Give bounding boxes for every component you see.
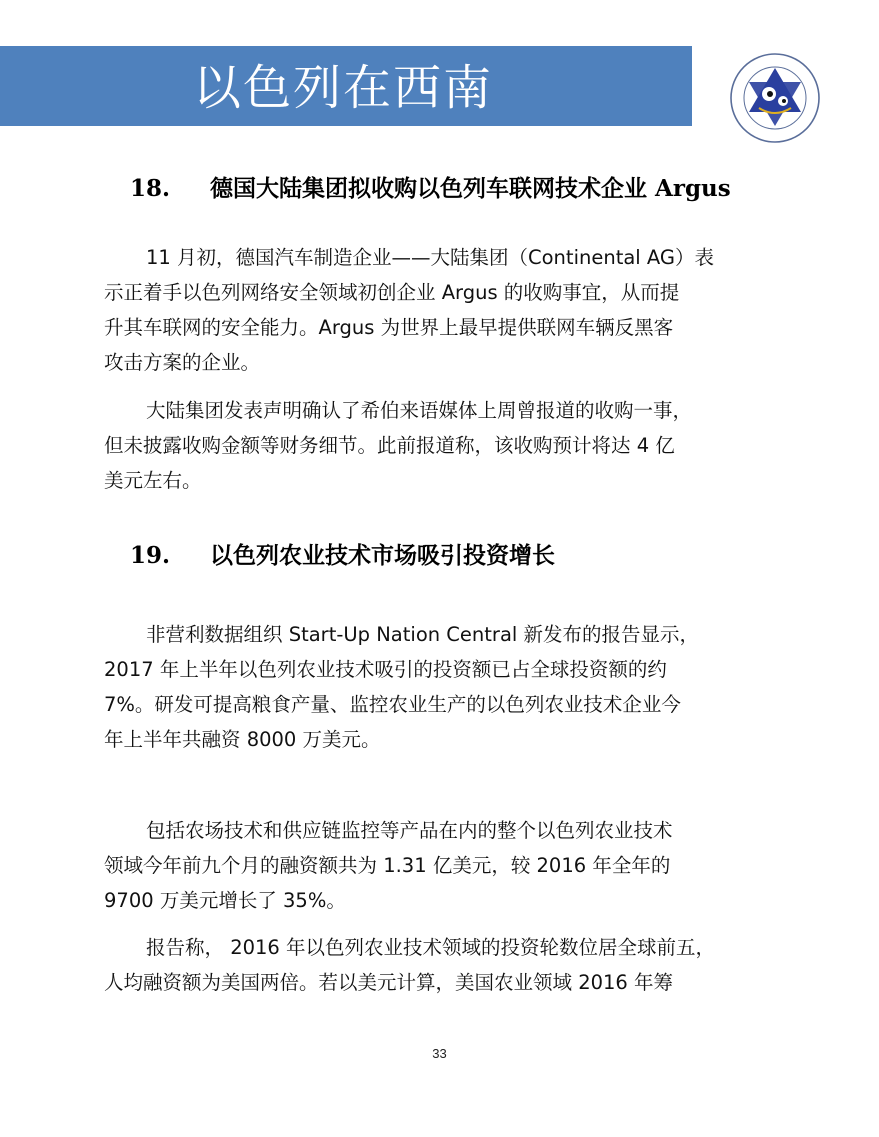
section-title: 德国大陆集团拟收购以色列车联网技术企业 Argus: [210, 175, 731, 202]
paragraph: [104, 428, 794, 498]
paragraph: [146, 393, 796, 428]
text-line: 11 月初，德国汽车制造企业——大陆集团（Continental AG）表: [146, 246, 715, 269]
paragraph: [146, 617, 796, 652]
text-line: 非营利数据组织 Start-Up Nation Central 新发布的报告显示，: [146, 623, 700, 646]
section-18-heading: [130, 170, 731, 203]
text-line: 人均融资额为美国两倍。若以美元计算，美国农业领域 2016 年筹: [104, 971, 674, 994]
section-number: 19.: [130, 542, 171, 569]
header-title: 以色列在西南: [193, 60, 494, 116]
section-title: 以色列农业技术市场吸引投资增长: [210, 542, 555, 569]
paragraph: [104, 652, 794, 757]
paragraph: [146, 930, 796, 965]
text-line: 9700 万美元增长了 35%。: [104, 889, 346, 912]
text-line: 7%。研发可提高粮食产量、监控农业生产的以色列农业技术企业今: [104, 693, 681, 716]
paragraph: [104, 275, 794, 380]
text-line: 大陆集团发表声明确认了希伯来语媒体上周曾报道的收购一事，: [146, 399, 693, 422]
page-number: 33: [432, 1046, 447, 1061]
text-line: 2017 年上半年以色列农业技术吸引的投资额已占全球投资额的约: [104, 658, 667, 681]
text-line: 攻击方案的企业。: [104, 351, 261, 374]
paragraph: [104, 965, 794, 1000]
seal-emblem-icon: [729, 52, 821, 144]
text-line: 美元左右。: [104, 469, 202, 492]
consulate-seal-logo: [729, 52, 821, 144]
text-line: 但未披露收购金额等财务细节。此前报道称，该收购预计将达 4 亿: [104, 434, 675, 457]
section-19-heading: [130, 537, 555, 570]
paragraph: [104, 848, 794, 918]
text-line: 包括农场技术和供应链监控等产品在内的整个以色列农业技术: [146, 819, 673, 842]
text-line: 报告称， 2016 年以色列农业技术领域的投资轮数位居全球前五，: [146, 936, 716, 959]
text-line: 年上半年共融资 8000 万美元。: [104, 728, 381, 751]
paragraph: [146, 813, 796, 848]
text-line: 示正着手以色列网络安全领域初创企业 Argus 的收购事宜，从而提: [104, 281, 680, 304]
section-number: 18.: [130, 175, 171, 202]
text-line: 领域今年前九个月的融资额共为 1.31 亿美元，较 2016 年全年的: [104, 854, 671, 877]
text-line: 升其车联网的安全能力。Argus 为世界上最早提供联网车辆反黑客: [104, 316, 674, 339]
paragraph: [146, 240, 796, 275]
